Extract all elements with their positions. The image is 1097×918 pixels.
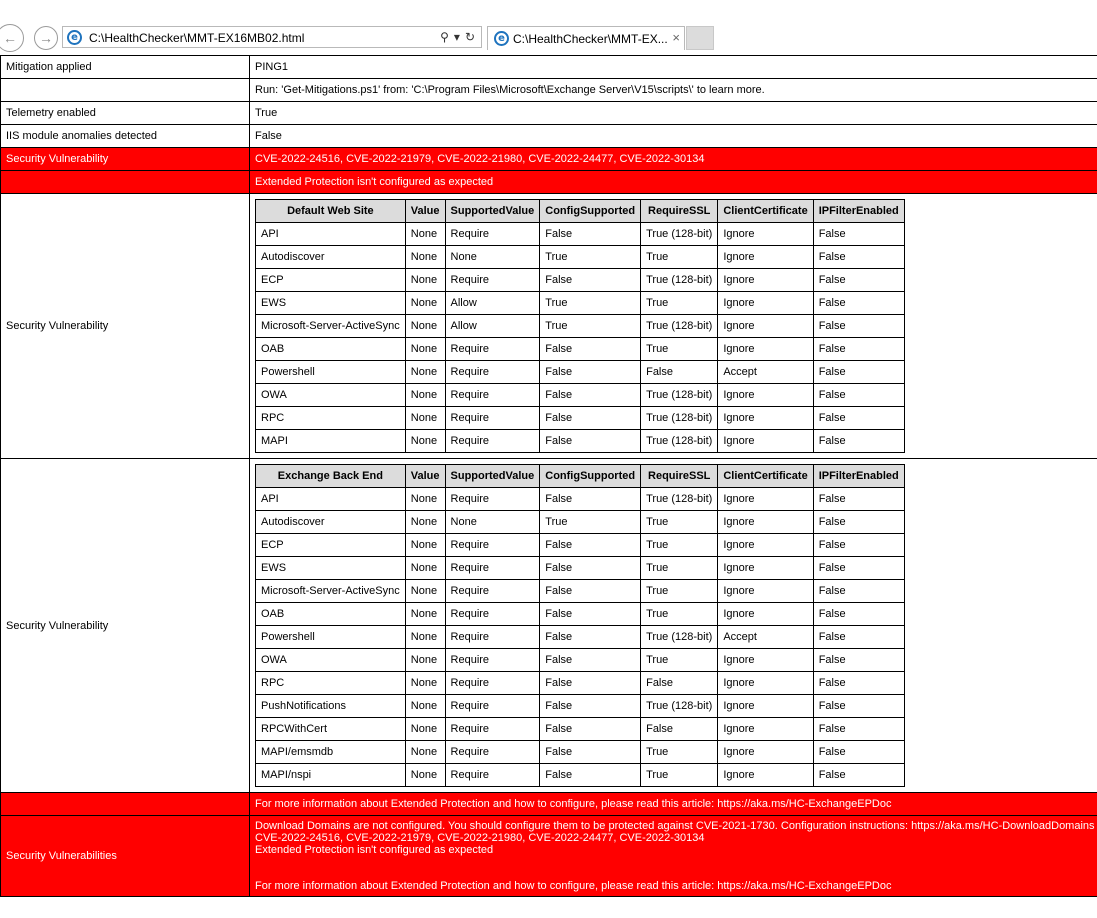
table-cell: True: [641, 649, 718, 672]
column-header: ClientCertificate: [718, 465, 813, 488]
table-row: [256, 649, 905, 672]
report-row: [1, 125, 1097, 148]
table-cell: Require: [445, 338, 540, 361]
table-cell: False: [813, 269, 904, 292]
summary-line: Download Domains are not configured. You should configure them to be protected against CVE-2021-1730. Configuration instructions: https://aka.ms/HC-DownloadDomains: [255, 820, 1095, 832]
table-cell: Require: [445, 580, 540, 603]
report-row: [1, 56, 1097, 79]
row-label: Security Vulnerability: [1, 194, 250, 459]
table-cell: True: [641, 603, 718, 626]
table-cell: API: [256, 488, 406, 511]
table-cell: Ignore: [718, 672, 813, 695]
table-cell: False: [813, 649, 904, 672]
table-cell: False: [540, 269, 641, 292]
table-cell: False: [813, 764, 904, 787]
table-cell: Require: [445, 672, 540, 695]
table-cell: False: [540, 764, 641, 787]
refresh-icon[interactable]: ↻: [464, 30, 475, 44]
table-cell: False: [641, 672, 718, 695]
table-cell: False: [813, 626, 904, 649]
table-cell: False: [540, 557, 641, 580]
column-header: SupportedValue: [445, 200, 540, 223]
table-cell: ECP: [256, 534, 406, 557]
table-cell: False: [540, 718, 641, 741]
address-bar[interactable]: [62, 26, 482, 48]
table-cell: True: [641, 338, 718, 361]
table-cell: None: [405, 246, 445, 269]
table-row: [256, 603, 905, 626]
table-cell: False: [641, 361, 718, 384]
table-cell: Ignore: [718, 603, 813, 626]
table-cell: None: [405, 292, 445, 315]
table-cell: True: [641, 764, 718, 787]
row-value: For more information about Extended Protection and how to configure, please read this article: https://aka.ms/HC-ExchangeEPDoc: [250, 793, 1097, 816]
table-cell: Require: [445, 557, 540, 580]
table-cell: None: [405, 649, 445, 672]
table-cell: False: [813, 315, 904, 338]
column-header: Exchange Back End: [256, 465, 406, 488]
table-cell: False: [540, 338, 641, 361]
table-row: [256, 246, 905, 269]
table-cell: RPC: [256, 407, 406, 430]
table-cell: Require: [445, 223, 540, 246]
table-row: [256, 741, 905, 764]
table-cell: None: [405, 534, 445, 557]
health-report-table: [0, 55, 1097, 897]
table-cell: False: [813, 361, 904, 384]
table-cell: None: [405, 269, 445, 292]
table-cell: True (128-bit): [641, 269, 718, 292]
table-cell: Ignore: [718, 315, 813, 338]
table-cell: Require: [445, 718, 540, 741]
table-cell: True: [641, 511, 718, 534]
address-actions: [435, 30, 475, 44]
search-icon[interactable]: ⚲: [440, 30, 449, 44]
column-header: ClientCertificate: [718, 200, 813, 223]
report-row-ep-default: [1, 194, 1097, 459]
table-cell: False: [813, 534, 904, 557]
table-cell: False: [641, 718, 718, 741]
table-cell: None: [405, 488, 445, 511]
summary-line: Extended Protection isn't configured as expected: [255, 844, 494, 856]
table-cell: None: [445, 246, 540, 269]
table-cell: False: [813, 223, 904, 246]
table-cell: Ignore: [718, 649, 813, 672]
row-value: CVE-2022-24516, CVE-2022-21979, CVE-2022-21980, CVE-2022-24477, CVE-2022-30134: [250, 148, 1097, 171]
table-cell: Ignore: [718, 292, 813, 315]
table-cell: OAB: [256, 338, 406, 361]
table-cell: False: [813, 338, 904, 361]
table-cell: False: [813, 511, 904, 534]
table-header-row: [256, 465, 905, 488]
table-cell: False: [540, 430, 641, 453]
table-cell: Require: [445, 361, 540, 384]
table-cell: MAPI: [256, 430, 406, 453]
table-cell: Allow: [445, 292, 540, 315]
table-row: [256, 407, 905, 430]
report-row-ep-backend: [1, 459, 1097, 793]
table-cell: Ignore: [718, 246, 813, 269]
default-web-site-table: [255, 199, 905, 453]
close-icon[interactable]: ×: [672, 30, 680, 45]
table-cell: True: [641, 292, 718, 315]
table-cell: False: [813, 741, 904, 764]
table-cell: False: [813, 430, 904, 453]
table-cell: Microsoft-Server-ActiveSync: [256, 315, 406, 338]
table-cell: None: [405, 315, 445, 338]
back-button[interactable]: ←: [0, 24, 24, 52]
table-cell: False: [813, 695, 904, 718]
table-cell: True: [540, 315, 641, 338]
table-cell: RPCWithCert: [256, 718, 406, 741]
table-cell: True: [540, 511, 641, 534]
table-cell: EWS: [256, 292, 406, 315]
table-row: [256, 672, 905, 695]
table-cell: Require: [445, 534, 540, 557]
table-cell: Require: [445, 488, 540, 511]
table-cell: None: [405, 626, 445, 649]
table-cell: None: [405, 741, 445, 764]
table-cell: Ignore: [718, 557, 813, 580]
table-cell: Ignore: [718, 269, 813, 292]
table-cell: None: [405, 430, 445, 453]
column-header: IPFilterEnabled: [813, 465, 904, 488]
table-cell: False: [813, 672, 904, 695]
table-cell: None: [405, 672, 445, 695]
table-cell: Require: [445, 695, 540, 718]
column-header: Value: [405, 465, 445, 488]
summary-value: [250, 816, 1097, 897]
row-label: Security Vulnerabilities: [1, 816, 250, 897]
table-row: [256, 534, 905, 557]
table-cell: True (128-bit): [641, 695, 718, 718]
table-cell: False: [813, 384, 904, 407]
table-cell: MAPI/emsmdb: [256, 741, 406, 764]
row-label: [1, 79, 250, 102]
tab-title[interactable]: C:\HealthChecker\MMT-EX...: [513, 32, 668, 46]
table-cell: Ignore: [718, 384, 813, 407]
browser-tab[interactable]: [487, 26, 685, 50]
table-cell: True (128-bit): [641, 407, 718, 430]
table-row: [256, 361, 905, 384]
table-cell: None: [405, 580, 445, 603]
table-cell: None: [445, 511, 540, 534]
table-cell: False: [540, 361, 641, 384]
row-value: False: [250, 125, 1097, 148]
table-cell: None: [405, 384, 445, 407]
table-cell: Ignore: [718, 695, 813, 718]
table-cell: Ignore: [718, 488, 813, 511]
table-cell: True (128-bit): [641, 488, 718, 511]
alert-row: [1, 793, 1097, 816]
column-header: Default Web Site: [256, 200, 406, 223]
table-cell: Require: [445, 384, 540, 407]
table-cell: Autodiscover: [256, 246, 406, 269]
table-cell: None: [405, 557, 445, 580]
table-cell: Require: [445, 741, 540, 764]
table-cell: False: [813, 718, 904, 741]
table-cell: False: [813, 488, 904, 511]
ie-page-icon: e: [67, 30, 82, 45]
table-cell: None: [405, 223, 445, 246]
column-header: ConfigSupported: [540, 465, 641, 488]
table-cell: False: [540, 672, 641, 695]
row-label: [1, 171, 250, 194]
table-cell: OWA: [256, 384, 406, 407]
table-cell: True (128-bit): [641, 384, 718, 407]
row-label: IIS module anomalies detected: [1, 125, 250, 148]
table-cell: True: [641, 557, 718, 580]
address-text[interactable]: C:\HealthChecker\MMT-EX16MB02.html: [89, 31, 305, 45]
table-cell: Allow: [445, 315, 540, 338]
table-row: [256, 269, 905, 292]
row-label: Security Vulnerability: [1, 148, 250, 171]
table-cell: Microsoft-Server-ActiveSync: [256, 580, 406, 603]
table-row: [256, 557, 905, 580]
browser-chrome: [0, 0, 1097, 54]
table-cell: OAB: [256, 603, 406, 626]
row-label: Telemetry enabled: [1, 102, 250, 125]
row-value: PING1: [250, 56, 1097, 79]
table-cell: True: [641, 534, 718, 557]
row-label: [1, 793, 250, 816]
table-cell: Ignore: [718, 741, 813, 764]
table-cell: False: [540, 603, 641, 626]
summary-line: CVE-2022-24516, CVE-2022-21979, CVE-2022-21980, CVE-2022-24477, CVE-2022-30134: [255, 832, 705, 844]
table-cell: Ignore: [718, 407, 813, 430]
table-cell: Autodiscover: [256, 511, 406, 534]
table-cell: Ignore: [718, 223, 813, 246]
table-cell: Ignore: [718, 430, 813, 453]
table-row: [256, 315, 905, 338]
row-label: Security Vulnerability: [1, 459, 250, 793]
column-header: IPFilterEnabled: [813, 200, 904, 223]
column-header: ConfigSupported: [540, 200, 641, 223]
table-cell: False: [540, 407, 641, 430]
table-cell: None: [405, 764, 445, 787]
table-cell: None: [405, 407, 445, 430]
table-cell: True: [641, 580, 718, 603]
table-cell: False: [540, 649, 641, 672]
table-header-row: [256, 200, 905, 223]
table-cell: False: [813, 603, 904, 626]
column-header: SupportedValue: [445, 465, 540, 488]
row-label: Mitigation applied: [1, 56, 250, 79]
table-cell: Require: [445, 626, 540, 649]
table-cell: False: [540, 534, 641, 557]
table-cell: False: [540, 223, 641, 246]
ie-tab-icon: e: [494, 31, 509, 46]
table-cell: RPC: [256, 672, 406, 695]
table-cell: ECP: [256, 269, 406, 292]
table-cell: Ignore: [718, 764, 813, 787]
table-row: [256, 695, 905, 718]
table-cell: Require: [445, 764, 540, 787]
table-row: [256, 626, 905, 649]
table-cell: False: [540, 488, 641, 511]
alert-row: [1, 148, 1097, 171]
table-cell: None: [405, 718, 445, 741]
table-row: [256, 488, 905, 511]
table-cell: Require: [445, 407, 540, 430]
new-tab-button[interactable]: [686, 26, 714, 50]
table-cell: Require: [445, 269, 540, 292]
table-cell: None: [405, 338, 445, 361]
table-cell: False: [813, 557, 904, 580]
table-row: [256, 718, 905, 741]
table-cell: Ignore: [718, 338, 813, 361]
dropdown-icon[interactable]: ▾: [453, 30, 460, 44]
table-cell: API: [256, 223, 406, 246]
table-cell: None: [405, 603, 445, 626]
row-value: Extended Protection isn't configured as expected: [250, 171, 1097, 194]
forward-button[interactable]: →: [34, 26, 58, 50]
table-cell: Ignore: [718, 534, 813, 557]
summary-line: For more information about Extended Protection and how to configure, please read this article: https://aka.ms/HC-ExchangeEPDoc: [255, 880, 892, 892]
table-cell: Ignore: [718, 580, 813, 603]
table-cell: True (128-bit): [641, 315, 718, 338]
table-cell: False: [540, 580, 641, 603]
table-cell: True: [540, 292, 641, 315]
table-cell: False: [540, 741, 641, 764]
table-cell: None: [405, 361, 445, 384]
table-row: [256, 430, 905, 453]
table-row: [256, 292, 905, 315]
table-cell: OWA: [256, 649, 406, 672]
table-cell: Ignore: [718, 718, 813, 741]
table-cell: Accept: [718, 361, 813, 384]
table-cell: False: [813, 407, 904, 430]
table-cell: Powershell: [256, 626, 406, 649]
column-header: RequireSSL: [641, 465, 718, 488]
table-cell: False: [540, 695, 641, 718]
alert-row: [1, 171, 1097, 194]
table-row: [256, 764, 905, 787]
table-cell: False: [540, 626, 641, 649]
exchange-back-end-table: [255, 464, 905, 787]
table-cell: False: [813, 246, 904, 269]
table-row: [256, 338, 905, 361]
summary-row: [1, 816, 1097, 897]
table-cell: True: [540, 246, 641, 269]
table-row: [256, 384, 905, 407]
row-value: True: [250, 102, 1097, 125]
table-row: [256, 223, 905, 246]
row-value: Run: 'Get-Mitigations.ps1' from: 'C:\Program Files\Microsoft\Exchange Server\V15\scripts\' to learn more.: [250, 79, 1097, 102]
table-cell: Powershell: [256, 361, 406, 384]
column-header: Value: [405, 200, 445, 223]
table-cell: Ignore: [718, 511, 813, 534]
table-cell: False: [813, 580, 904, 603]
column-header: RequireSSL: [641, 200, 718, 223]
table-cell: Require: [445, 649, 540, 672]
table-cell: PushNotifications: [256, 695, 406, 718]
table-cell: True (128-bit): [641, 430, 718, 453]
report-row: [1, 79, 1097, 102]
table-cell: EWS: [256, 557, 406, 580]
table-cell: True (128-bit): [641, 626, 718, 649]
table-cell: MAPI/nspi: [256, 764, 406, 787]
report-row: [1, 102, 1097, 125]
table-row: [256, 580, 905, 603]
table-cell: True (128-bit): [641, 223, 718, 246]
table-cell: False: [540, 384, 641, 407]
table-cell: None: [405, 511, 445, 534]
table-cell: True: [641, 741, 718, 764]
table-cell: None: [405, 695, 445, 718]
table-cell: Require: [445, 603, 540, 626]
table-cell: False: [813, 292, 904, 315]
table-cell: Require: [445, 430, 540, 453]
table-cell: Accept: [718, 626, 813, 649]
table-cell: True: [641, 246, 718, 269]
table-row: [256, 511, 905, 534]
